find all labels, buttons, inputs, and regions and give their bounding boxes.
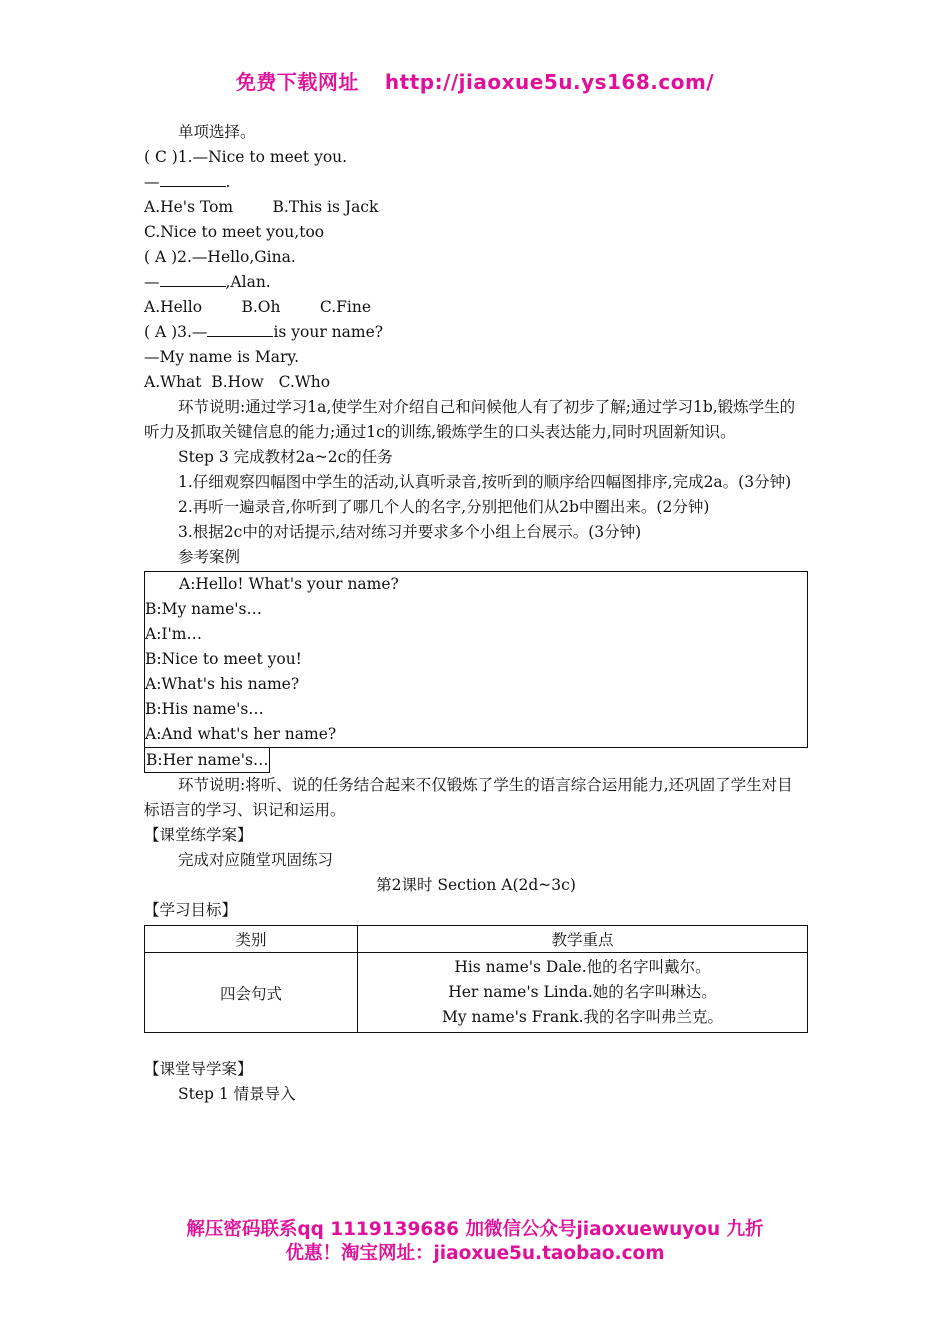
dialogue-line: B:Nice to meet you! (145, 650, 302, 668)
answer-blank-2: — ,Alan. (144, 273, 271, 291)
table-cell-category: 四会句式 (145, 953, 358, 1033)
step3-item-3: 3.根据2c中的对话提示,结对练习并要求多个小组上台展示。(3分钟) (178, 523, 642, 541)
dialogue-line: A:I'm… (145, 625, 202, 643)
practice-text: 完成对应随堂巩固练习 (178, 851, 334, 869)
document-body (144, 120, 808, 1107)
dialogue-line: A:What's his name? (145, 675, 300, 693)
table-header-focus: 教学重点 (358, 926, 808, 953)
step3-item-2: 2.再听一遍录音,你听到了哪几个人的名字,分别把他们从2b中圈出来。(2分钟) (178, 498, 710, 516)
point-line: Her name's Linda.她的名字叫琳达。 (448, 983, 717, 1001)
point-line: My name's Frank.我的名字叫弗兰克。 (442, 1008, 723, 1026)
dialogue-line: B:My name's… (145, 600, 262, 618)
case-label: 参考案例 (178, 548, 241, 566)
lesson-title: 第2课时 Section A(2d~3c) (376, 876, 576, 894)
table-row (145, 953, 808, 1033)
table-cell-points (358, 953, 808, 1033)
step3-item-1: 1.仔细观察四幅图中学生的活动,认真听录音,按听到的顺序给四幅图排序,完成2a。(3分钟) (178, 473, 792, 491)
answer-blank-1: — . (144, 173, 231, 191)
dialogue-line: A:Hello! What's your name? (179, 575, 399, 593)
options-1b: C.Nice to meet you,too (144, 223, 325, 241)
question-3: ( A )3.— is your name? (144, 323, 384, 341)
header-label: 免费下载网址 (235, 70, 359, 94)
options-1a: A.He's Tom B.This is Jack (144, 198, 379, 216)
dialogue-box (144, 571, 808, 748)
footer-line-1: 解压密码联系qq 1119139686 加微信公众号jiaoxuewuyou 九折 (186, 1219, 764, 1240)
question-1: ( C )1.—Nice to meet you. (144, 148, 348, 166)
note-1: 环节说明:通过学习1a,使学生对介绍自己和问候他人有了初步了解;通过学习1b,锻炼学生的听力及抓取关键信息的能力;通过1c的训练,锻炼学生的口头表达能力,同时巩固新知识。 (144, 398, 796, 441)
dialogue-last-line: B:Her name's… (144, 748, 270, 773)
site-header (0, 66, 950, 95)
table-header-category: 类别 (145, 926, 358, 953)
step3-title: Step 3 完成教材2a~2c的任务 (178, 448, 393, 466)
section-title: 单项选择。 (178, 123, 256, 141)
goals-table (144, 925, 808, 1033)
options-3: A.What B.How C.Who (144, 373, 331, 391)
answer-3: —My name is Mary. (144, 348, 300, 366)
goals-title: 【学习目标】 (144, 901, 238, 919)
header-url-link[interactable]: http://jiaoxue5u.ys168.com/ (384, 70, 715, 94)
dialogue-line: A:And what's her name? (145, 725, 337, 743)
note-2: 环节说明:将听、说的任务结合起来不仅锻炼了学生的语言综合运用能力,还巩固了学生对目标语言的学习、识记和运用。 (144, 776, 793, 819)
point-line: His name's Dale.他的名字叫戴尔。 (454, 958, 711, 976)
guide-title: 【课堂导学案】 (144, 1060, 253, 1078)
options-2: A.Hello B.Oh C.Fine (144, 298, 371, 316)
dialogue-line: B:His name's… (145, 700, 264, 718)
step1-title: Step 1 情景导入 (178, 1085, 296, 1103)
practice-title: 【课堂练学案】 (144, 826, 253, 844)
question-2: ( A )2.—Hello,Gina. (144, 248, 296, 266)
footer-line-2: 优惠！淘宝网址：jiaoxue5u.taobao.com (285, 1243, 665, 1264)
